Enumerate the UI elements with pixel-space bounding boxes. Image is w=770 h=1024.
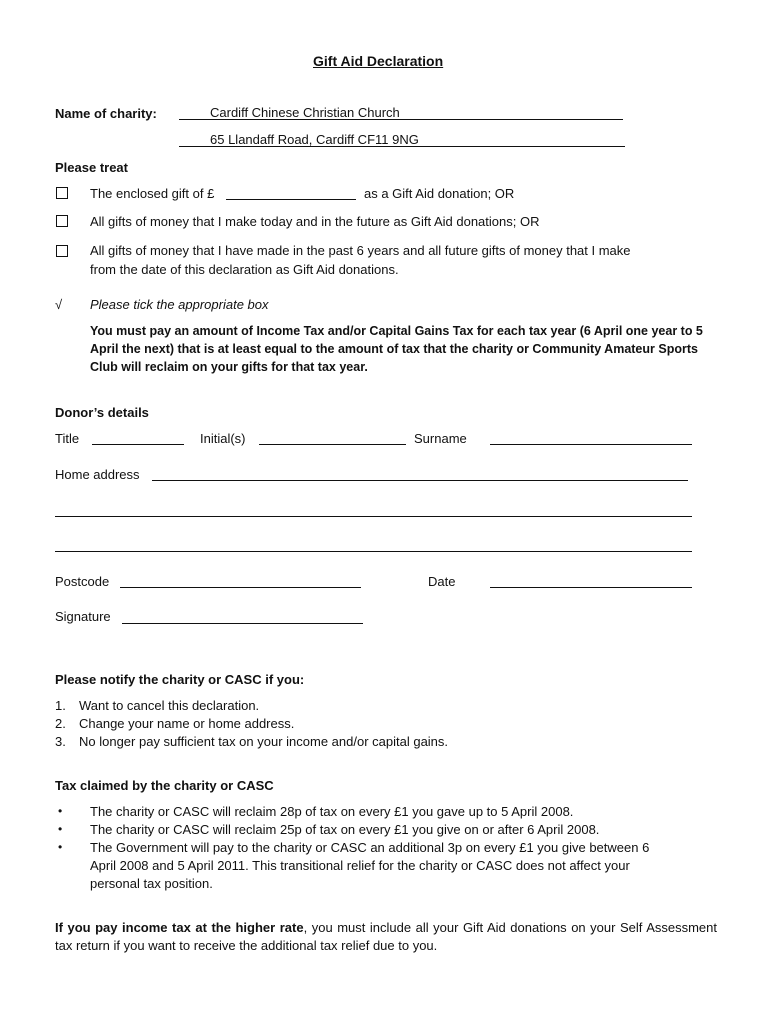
higher-rate-text: , you must include all your Gift Aid donations on your Self Assessment tax return if you want to receive the additional tax relief due to you. <box>55 920 717 953</box>
notify-item-number: 3. <box>55 734 66 749</box>
charity-address: 65 Llandaff Road, Cardiff CF11 9NG <box>210 132 419 147</box>
date-label: Date <box>428 574 456 589</box>
surname-label: Surname <box>414 431 467 446</box>
claimed-item: The charity or CASC will reclaim 28p of tax on every £1 you gave up to 5 April 2008. <box>90 804 574 819</box>
surname-field[interactable] <box>490 444 692 445</box>
home-address-label: Home address <box>55 467 140 482</box>
bullet-icon: • <box>58 840 63 854</box>
notify-item: No longer pay sufficient tax on your income and/or capital gains. <box>79 734 449 749</box>
tick-instruction: Please tick the appropriate box <box>90 297 269 312</box>
option-past-text-line1: All gifts of money that I have made in the past 6 years and all future gifts of money that I make <box>90 243 631 258</box>
postcode-field[interactable] <box>120 587 361 588</box>
postcode-label: Postcode <box>55 574 110 589</box>
notify-item-number: 1. <box>55 698 66 713</box>
option-enclosed-text: The enclosed gift of £ <box>90 186 215 201</box>
bullet-icon: • <box>58 822 63 836</box>
option-future-text: All gifts of money that I make today and in the future as Gift Aid donations; OR <box>90 214 540 229</box>
higher-rate-notice <box>55 919 717 955</box>
title-label: Title <box>55 431 80 446</box>
date-field[interactable] <box>490 587 692 588</box>
page-title: Gift Aid Declaration <box>313 53 444 69</box>
gift-checkbox-past-and-future[interactable] <box>56 245 68 257</box>
home-address-field-line1[interactable] <box>152 480 688 481</box>
claimed-heading: Tax claimed by the charity or CASC <box>55 778 274 793</box>
tick-mark-icon: √ <box>55 297 63 312</box>
notify-item-number: 2. <box>55 716 66 731</box>
notify-item: Change your name or home address. <box>79 716 295 731</box>
treat-label: Please treat <box>55 160 128 175</box>
gift-amount-field[interactable] <box>226 199 356 200</box>
initials-label: Initial(s) <box>200 431 246 446</box>
claimed-item: The Government will pay to the charity or CASC an additional 3p on every £1 you give between 6 April 2008 and 5 April 2011. This transitional relief for the charity or CASC does not affect your personal tax position. <box>90 840 650 891</box>
claimed-item: The charity or CASC will reclaim 25p of tax on every £1 you give on or after 6 April 2008. <box>90 822 600 837</box>
donor-heading: Donor’s details <box>55 405 149 420</box>
initials-field[interactable] <box>259 444 406 445</box>
charity-label: Name of charity: <box>55 106 157 121</box>
signature-field[interactable] <box>122 623 363 624</box>
signature-label: Signature <box>55 609 111 624</box>
title-field[interactable] <box>92 444 184 445</box>
option-enclosed-suffix: as a Gift Aid donation; OR <box>364 186 515 201</box>
bullet-icon: • <box>58 804 63 818</box>
notify-heading: Please notify the charity or CASC if you: <box>55 672 305 687</box>
option-past-text-line2: from the date of this declaration as Gift Aid donations. <box>90 262 399 277</box>
higher-rate-emphasis: If you pay income tax at the higher rate <box>55 920 304 935</box>
charity-name: Cardiff Chinese Christian Church <box>210 105 400 120</box>
gift-checkbox-enclosed[interactable] <box>56 187 68 199</box>
home-address-field-line3[interactable] <box>55 551 692 552</box>
tax-notice: You must pay an amount of Income Tax and/or Capital Gains Tax for each tax year (6 April one year to 5 April the next) that is at least equal to the amount of tax that the charity or Community Amateur Sports Club will reclaim on your gifts for that tax year. <box>90 324 703 374</box>
home-address-field-line2[interactable] <box>55 516 692 517</box>
notify-item: Want to cancel this declaration. <box>79 698 260 713</box>
gift-checkbox-future[interactable] <box>56 215 68 227</box>
